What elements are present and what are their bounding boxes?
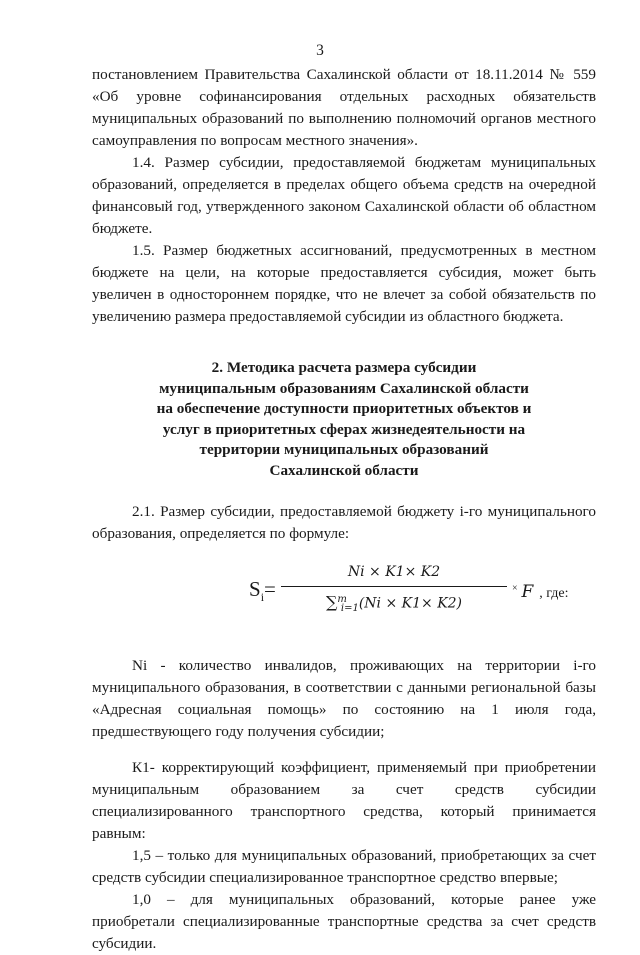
formula-numerator: Ni × K1× K2 [347, 564, 441, 580]
value-1-5: 1,5 – только для муниципальных образований, приобретающих за счет средств субсидии специализированное транспортное средство впервые; [92, 847, 596, 886]
clause-1-5: 1.5. Размер бюджетных ассигнований, предусмотренных в местном бюджете на цели, на которые предоставляется субсидия, может быть увеличен в одностороннем порядке, что не влечет за собой обязательств по увеличению размера предоставляемой субсидии из областного бюджета. [92, 242, 596, 325]
formula-denominator: ∑$^m_{i=1}$(Ni × K1× K2) [325, 592, 463, 615]
clause-2-1: 2.1. Размер субсидии, предоставляемой бюджету i-го муниципального образования, определяется по формуле: [92, 503, 596, 542]
page-number: 3 [316, 42, 324, 59]
clause-1-4: 1.4. Размер субсидии, предоставляемой бюджетам муниципальных образований, определяется в пределах общего объема средств на очередной финансовый год, утвержденного законом Сахалинской области об областном бюджете. [92, 154, 596, 237]
section-heading-line: Сахалинской области [269, 461, 419, 479]
definition-ni: Ni - количество инвалидов, проживающих на территории i-го муниципального образования, в соответствии с данными региональной базы «Адресная социальная помощь» по состоянию на 1 июля года, предшествующего году получения субсидии; [92, 657, 596, 740]
subsidy-formula [92, 551, 596, 641]
document-body [92, 64, 596, 955]
section-heading-line: территории муниципальных образований [199, 441, 489, 458]
formula-lhs: $S_i=$ [249, 577, 276, 605]
section-heading [92, 358, 596, 481]
formula-rhs: × F , где: [512, 582, 569, 602]
section-heading-line: муниципальным образованиям Сахалинской области [159, 379, 529, 397]
section-heading-line: 2. Методика расчета размера субсидии [211, 359, 477, 376]
intro-paragraph: постановлением Правительства Сахалинской области от 18.11.2014 № 559 «Об уровне софинансирования отдельных расходных обязательств муниципальных образований по выполнению полномочий органов местного самоуправления по вопросам местного значения». [92, 66, 596, 149]
section-heading-line: услуг в приоритетных сферах жизнедеятельности на [162, 420, 526, 438]
section-heading-line: на обеспечение доступности приоритетных объектов и [156, 400, 532, 417]
value-1-0: 1,0 – для муниципальных образований, которые ранее уже приобретали специализированные транспортные средства за счет средств субсидии. [92, 891, 596, 952]
definition-k1: К1- корректирующий коэффициент, применяемый при приобретении муниципальным образованием за счет средств субсидии специализированного транспортного средства, который принимается равным: [92, 759, 596, 842]
formula-fraction [279, 561, 509, 620]
